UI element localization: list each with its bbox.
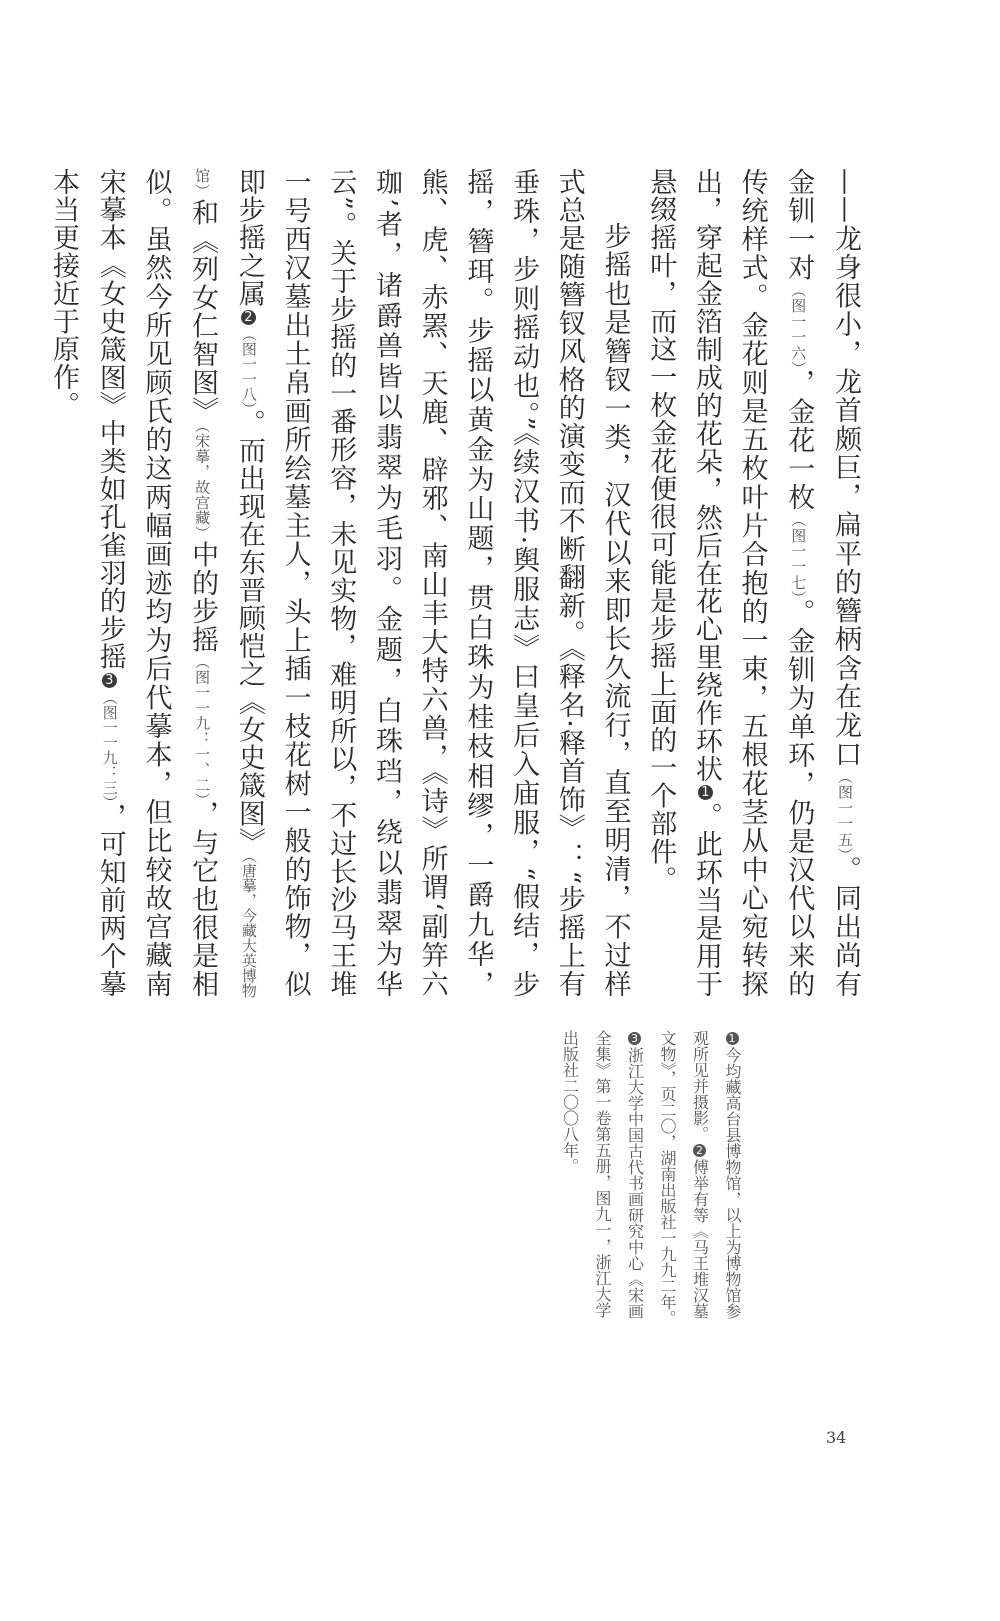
footnote-line <box>618 1030 651 1370</box>
text-run: 今均藏高台县博物馆，以上为博物馆参 <box>723 1047 742 1319</box>
figure-reference: （图一一九：一、二） <box>193 653 212 801</box>
figure-reference: （图一一六） <box>789 282 808 369</box>
text-run: ，金花一枚 <box>783 368 815 512</box>
text-run: ，与它也很是相似。虽然今所见顾氏的这两幅画迹均为后代摹本，但比较故宫藏南宋摹本《女史箴图》中类如孔雀羽的步摇 <box>94 168 219 999</box>
text-run: 傅举有等《马王堆汉墓 <box>690 1159 710 1319</box>
figure-reference: （图一一七） <box>789 511 808 599</box>
figure-reference: （图一一五） <box>836 768 854 856</box>
main-text-column <box>40 168 868 998</box>
text-run: 出版社二〇〇八年。 <box>560 1030 580 1174</box>
text-run: 全集》第一卷第五册，图九一，浙江大学 <box>593 1030 612 1318</box>
page-number: 34 <box>826 1428 847 1447</box>
footnote-line <box>651 1030 684 1370</box>
text-run: 。此环当是用于悬缀摇叶，而这一枚金花便很可能是步摇上面的一个部件。 <box>645 168 722 998</box>
footnote-marker: 1 <box>726 1032 739 1045</box>
text-run: ——龙身很小，龙首颇巨，扁平的簪柄含在龙口 <box>830 168 861 769</box>
figure-reference: （唐摹，今藏大英博物馆） <box>193 168 258 999</box>
footnote-marker: 3 <box>628 1032 641 1045</box>
paragraph <box>40 168 637 998</box>
figure-reference: （宋摹，故宫藏） <box>193 425 212 541</box>
text-run: 观所见并摄影。 <box>690 1030 710 1142</box>
text-run: 。而出现在东晋顾恺之《女史箴图》 <box>233 409 265 856</box>
footnote-marker: 2 <box>241 310 256 325</box>
footnotes <box>553 1030 748 1370</box>
footnote-line <box>683 1030 716 1370</box>
footnote-marker: 3 <box>102 673 117 688</box>
paragraph <box>637 168 868 998</box>
text-run: 文物》，页二〇，湖南出版社一九九二年。 <box>658 1030 677 1326</box>
footnote-marker: 1 <box>698 785 713 800</box>
text-run: 中的步摇 <box>187 540 219 654</box>
text-run: ，可知前两个摹本当更接近于原作。 <box>48 168 126 999</box>
text-run: 。金钏为单环，仍是汉代以来的传统样式。金花则是五枚叶片合抱的一束，五根花茎从中心宛转探出，穿起金箔制成的花朵，然后在花心里绕作环状 <box>690 168 815 999</box>
footnote-line <box>586 1030 619 1370</box>
footnote-line <box>553 1030 586 1370</box>
text-run: 。同出尚有金钏一对 <box>783 168 861 999</box>
footnote-marker: 2 <box>693 1144 706 1157</box>
figure-reference: （图一一九：三） <box>100 689 119 803</box>
figure-reference: （图一一八） <box>239 326 258 410</box>
text-run: 浙江大学中国古代书画研究中心《宋画 <box>625 1047 645 1319</box>
text-run: 和《列女仁智图》 <box>187 198 219 426</box>
text-run: 步摇也是簪钗一类，汉代以来即长久流行，直至明清，不过样式总是随簪钗风格的演变而不断翻新。《释名·释首饰》：“步摇上有垂珠，步则摇动也。”《续汉书·舆服志》曰皇后入庙服，“假结，步摇，簪珥。步摇以黄金为山题，贯白珠为桂枝相缪，一爵九华，熊、虎、赤罴、天鹿、辟邪、南山丰大特六兽，《诗》所谓‘副笄六珈’者，诸爵兽皆以翡翠为毛羽。金题，白珠珰，绕以翡翠为华云”。关于步摇的一番形容，未见实物，难明所以，不过长沙马王堆一号西汉墓出土帛画所绘墓主人，头上插一枝花树一般的饰物，似即步摇之属 <box>233 168 631 998</box>
footnote-line <box>716 1030 749 1370</box>
